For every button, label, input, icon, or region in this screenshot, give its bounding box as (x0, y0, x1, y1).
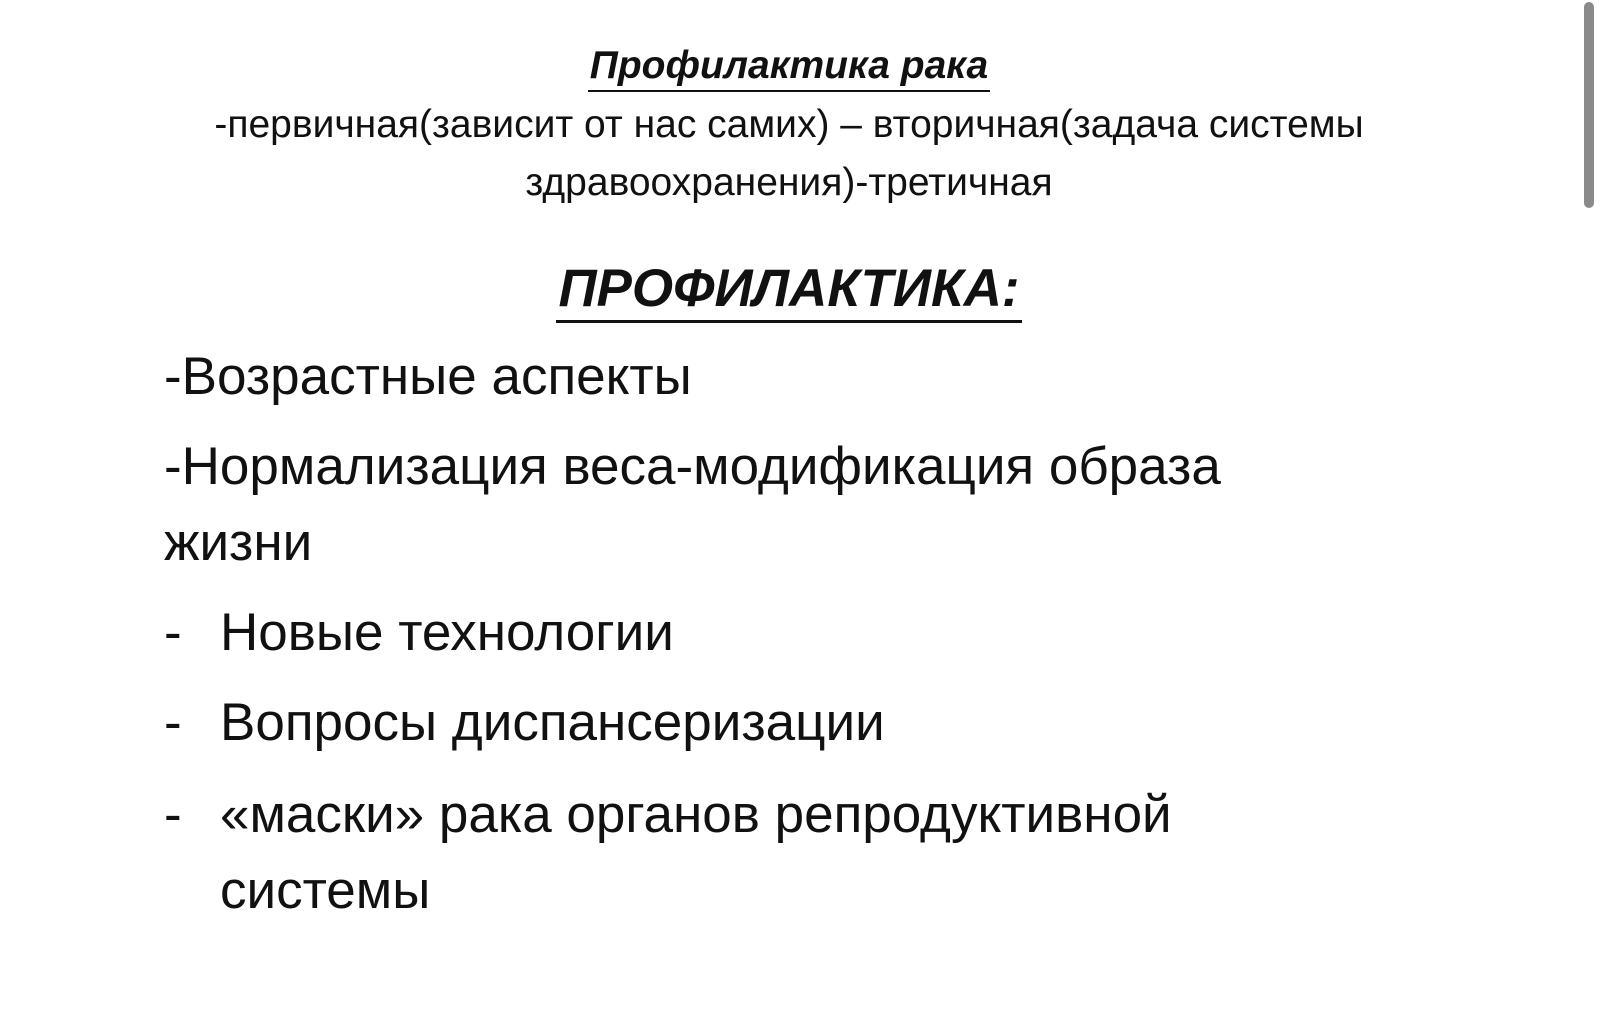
list-item-masks-line2: системы (220, 861, 431, 920)
scrollbar-thumb[interactable] (1584, 2, 1594, 208)
list-item-masks-line1: «маски» рака органов репродуктивной (220, 785, 1172, 844)
bullet-dash: - (164, 603, 182, 662)
list-item-age-aspects: -Возрастные аспекты (164, 347, 692, 406)
slide-title-text: Профилактика рака (588, 42, 990, 92)
list-item-weight-normalization-line1: -Нормализация веса-модификация образа (164, 437, 1221, 496)
vertical-scrollbar[interactable] (1578, 0, 1600, 1025)
list-item-dispensarization: Вопросы диспансеризации (220, 693, 885, 752)
bullet-dash: - (164, 785, 182, 844)
slide-title (0, 40, 1578, 92)
bullet-dash: - (164, 693, 182, 752)
slide-subtitle: -первичная(зависит от нас самих) – вторичная(задача системы здравоохранения)-третичная (214, 103, 1364, 204)
section-title-text: ПРОФИЛАКТИКА: (556, 258, 1021, 323)
list-item-new-technologies: Новые технологии (220, 603, 674, 662)
section-title (0, 254, 1578, 324)
list-item-weight-normalization-line2: жизни (164, 513, 313, 572)
